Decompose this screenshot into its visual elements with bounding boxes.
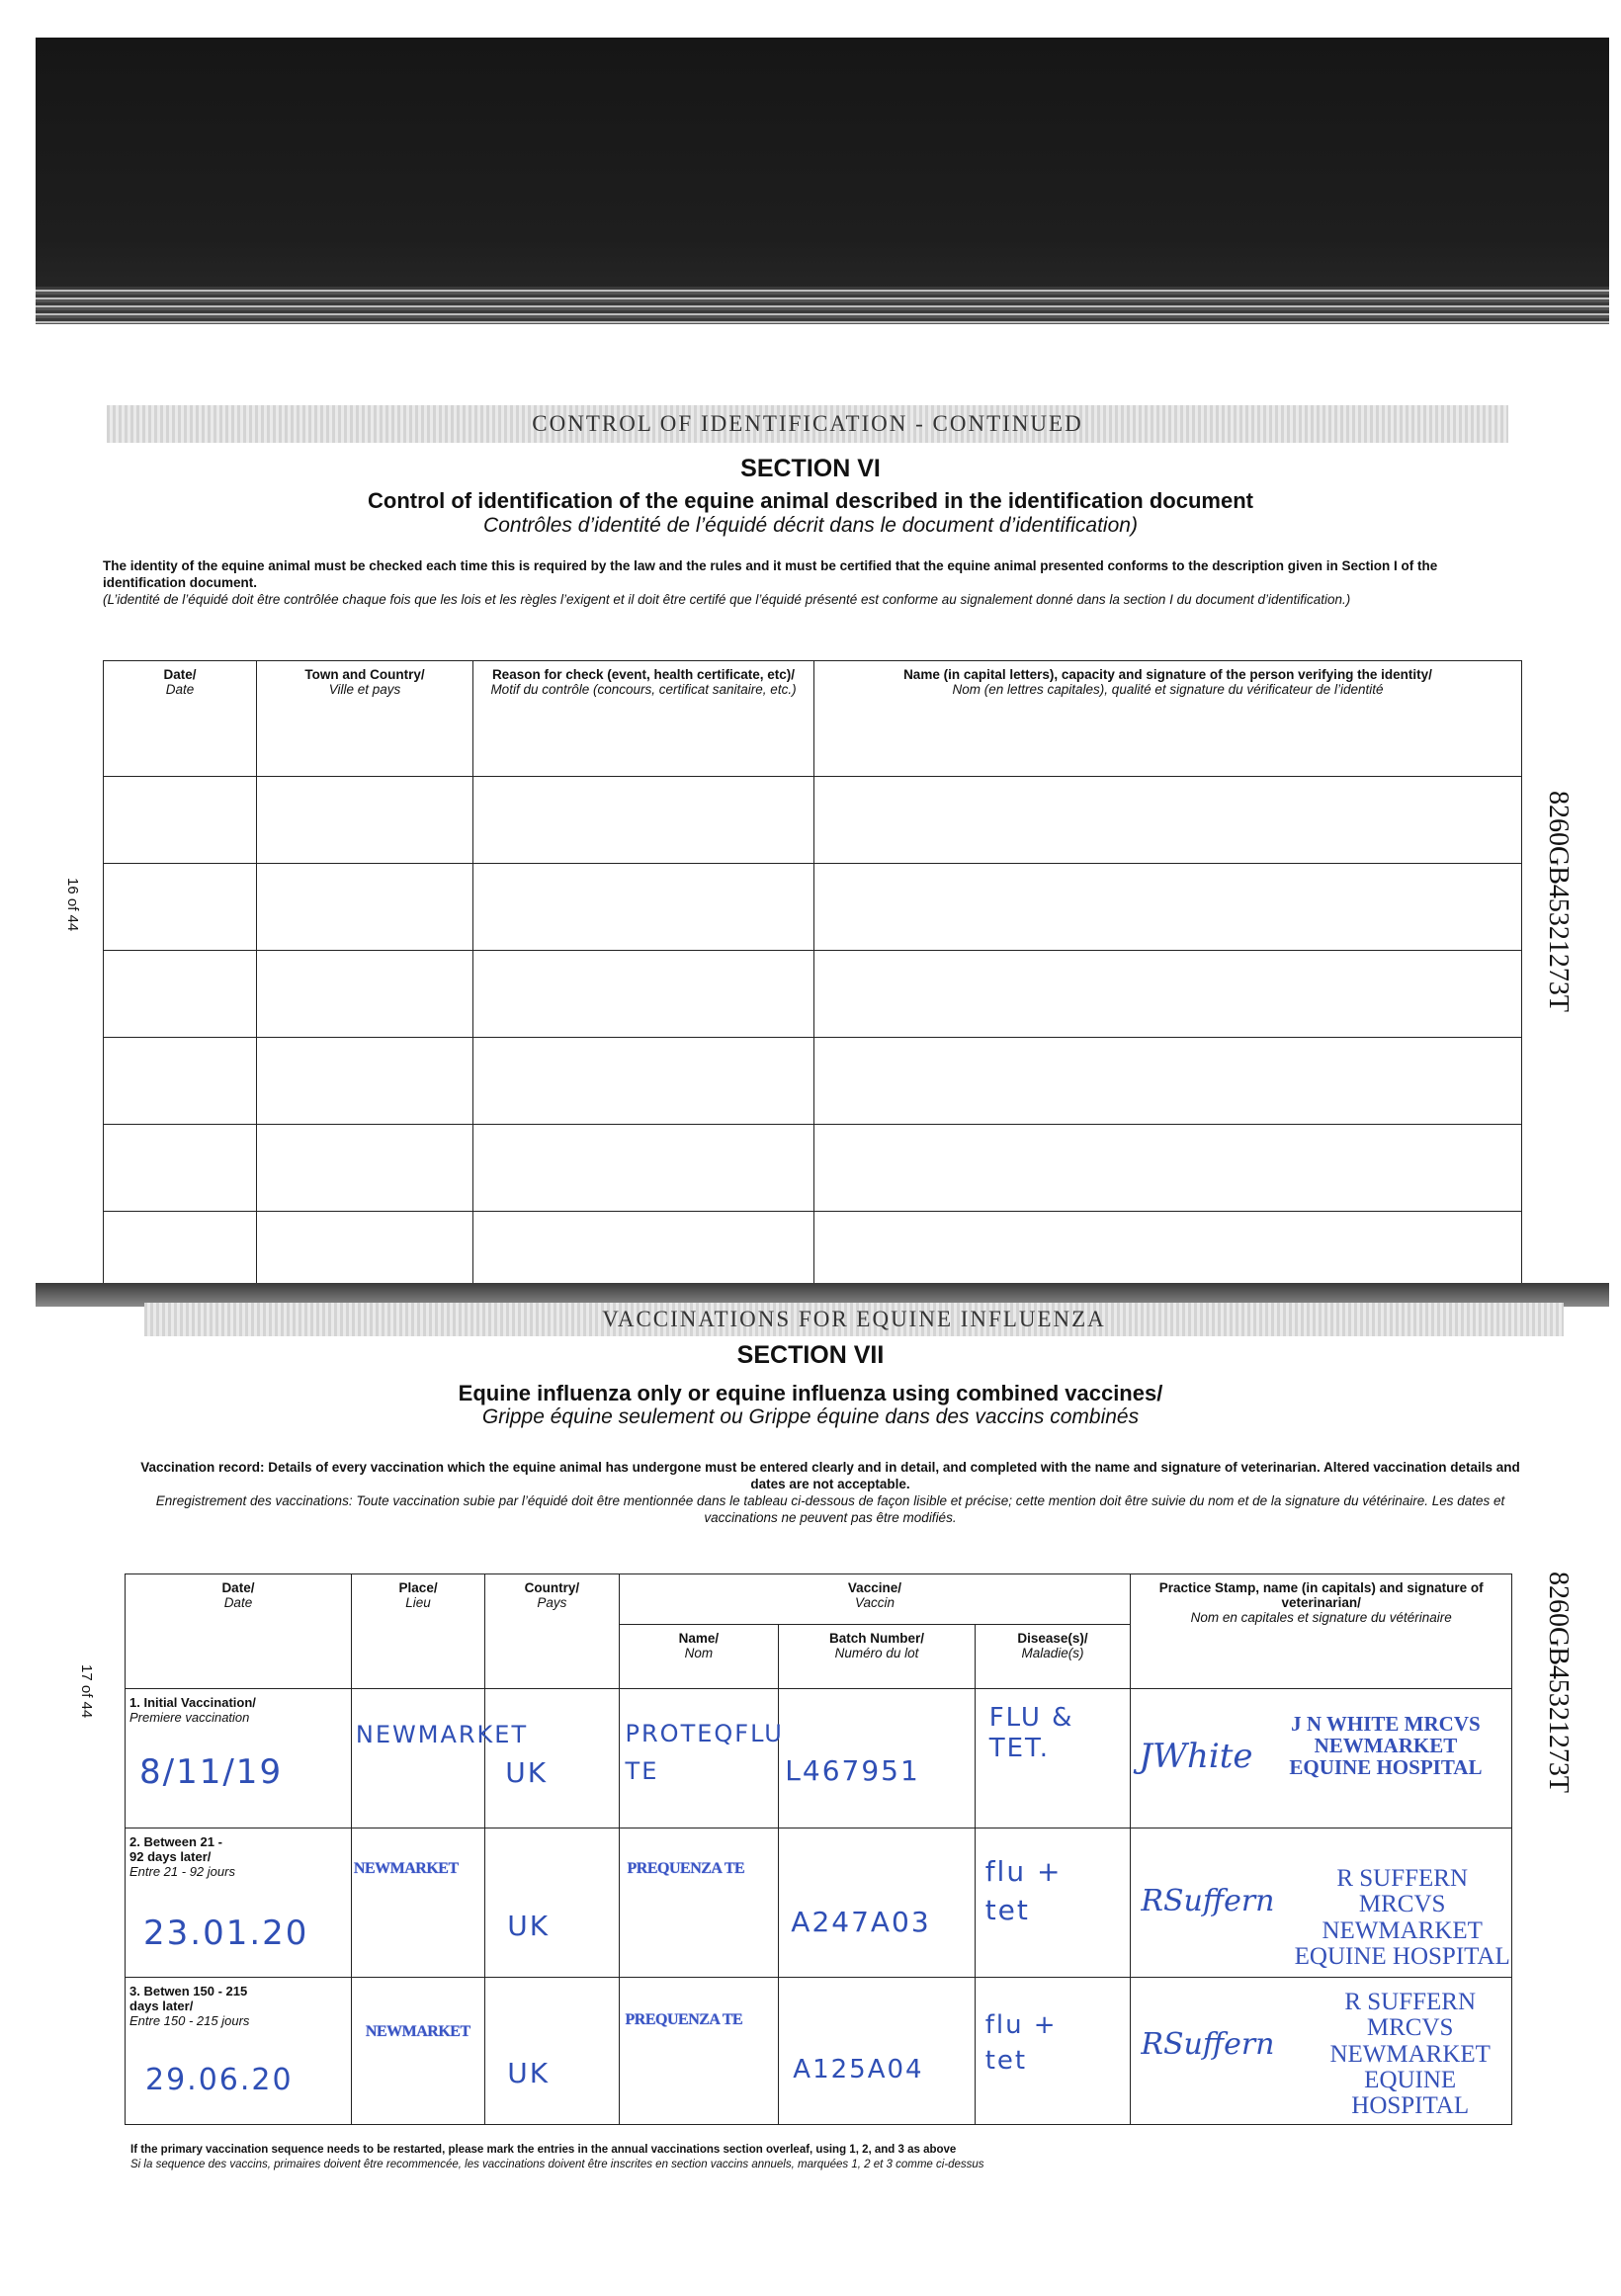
row1-label-fr: Premiere vaccination — [129, 1710, 250, 1725]
col-verifier: Name (in capital letters), capacity and signature of the person verifying the identity/ Nom (en lettres capitales), qualité et signature du vérificateur de l’identité — [814, 661, 1522, 777]
section6-intro — [103, 557, 1506, 608]
table-row[interactable] — [104, 864, 1522, 951]
row3-batch-cell[interactable] — [779, 1978, 975, 2125]
row1-stamp-cell[interactable] — [1131, 1689, 1512, 1828]
section7-heading-en: Equine influenza only or equine influenza using combined vaccines/ — [458, 1381, 1163, 1405]
col-disease: Disease(s)/ Maladie(s) — [975, 1625, 1131, 1689]
row3-country-cell[interactable] — [485, 1978, 619, 2125]
table-row[interactable] — [104, 1038, 1522, 1125]
row3-name-cell[interactable] — [619, 1978, 779, 2125]
row3-label-en: 3. Betwen 150 - 215 days later/ — [129, 1984, 248, 2013]
identity-check-table — [103, 660, 1522, 1299]
row3-disease-cell[interactable] — [975, 1978, 1131, 2125]
row2-date: 23.01.20 — [143, 1913, 309, 1953]
footnote-fr: Si la sequence des vaccins, primaires doivent être recommencée, les vaccinations doivent être inscrites en section vaccins annuels, marquées 1, 2 et 3 comme ci-dessus — [130, 2159, 984, 2170]
row1-date: 8/11/19 — [139, 1752, 284, 1792]
row2-stamp: R SUFFERN MRCVS NEWMARKET EQUINE HOSPITAL — [1294, 1865, 1510, 1970]
doc-id-bottom: 8260GB45321273T — [1543, 1572, 1574, 1793]
table-row[interactable] — [126, 1689, 1512, 1828]
vaccination-table — [125, 1573, 1512, 2125]
row2-country: UK — [507, 1910, 551, 1942]
row3-place-cell[interactable] — [351, 1978, 484, 2125]
table-row[interactable] — [104, 951, 1522, 1038]
section7-title: SECTION VII — [736, 1341, 885, 1369]
row2-disease-cell[interactable] — [975, 1828, 1131, 1978]
section6-intro-en: The identity of the equine animal must be checked each time this is required by the law and the rules and it must be certified that the equine animal presented conforms to the description given in Section I of the identification document. — [103, 558, 1438, 590]
row2-label-en: 2. Between 21 - 92 days later/ — [129, 1834, 222, 1864]
section7-heading-fr: Grippe équine seulement ou Grippe équine dans des vaccins combinés — [481, 1405, 1140, 1428]
col-vaccine-name: Name/ Nom — [619, 1625, 779, 1689]
row3-stamp: R SUFFERN MRCVS NEWMARKET EQUINE HOSPITAL — [1329, 1989, 1491, 2119]
row1-batch: L467951 — [785, 1754, 920, 1787]
table-row[interactable] — [126, 1978, 1512, 2125]
section6-heading-fr: Contrôles d’identité de l’équidé décrit dans le document d’identification) — [483, 514, 1138, 537]
row2-stamp-cell[interactable] — [1131, 1828, 1512, 1978]
col-place: Place/ Lieu — [351, 1574, 484, 1689]
section7-intro-en: Vaccination record: Details of every vaccination which the equine animal has undergone must be entered clearly and in detail, and completed with the name and signature of veterinarian. Altered vaccination details and dates are not acceptable. — [140, 1460, 1520, 1491]
col-vaccine: Vaccine/ Vaccin — [619, 1574, 1131, 1625]
col-date: Date/ Date — [104, 661, 257, 777]
table-row[interactable] — [104, 777, 1522, 864]
row3-date: 29.06.20 — [145, 2063, 294, 2097]
row1-country-cell[interactable] — [485, 1689, 619, 1828]
page-number-16: 16 of 44 — [64, 878, 81, 932]
row3-batch: A125A04 — [793, 2055, 924, 2084]
row1-stamp: J N WHITE MRCVS NEWMARKET EQUINE HOSPITAL — [1289, 1712, 1483, 1780]
table-header-row — [126, 1574, 1512, 1625]
row1-country: UK — [505, 1756, 549, 1789]
footnote-en: If the primary vaccination sequence needs to be restarted, please mark the entries in the annual vaccinations section overleaf, using 1, 2, and 3 as above — [130, 2144, 957, 2156]
row1-label-en: 1. Initial Vaccination/ — [129, 1695, 256, 1710]
col-batch: Batch Number/ Numéro du lot — [779, 1625, 975, 1689]
row3-stamp-cell[interactable] — [1131, 1978, 1512, 2125]
row2-name-cell[interactable] — [619, 1828, 779, 1978]
section6-intro-fr: (L’identité de l’équidé doit être contrôlée chaque fois que les lois et les règles l’exigent et il doit être certifé que l’équidé présenté est conforme au signalement donné dans la section I du document d’identification.) — [103, 592, 1351, 607]
row2-date-cell[interactable] — [126, 1828, 352, 1978]
page-edge — [36, 287, 1609, 324]
row3-date-cell[interactable] — [126, 1978, 352, 2125]
row3-vaccine-name: PREQUENZA TE — [625, 2011, 743, 2028]
section6-band: CONTROL OF IDENTIFICATION - CONTINUED — [107, 405, 1508, 443]
row2-country-cell[interactable] — [485, 1828, 619, 1978]
dark-scan-area — [36, 38, 1609, 324]
row2-signature: RSuffern — [1141, 1884, 1275, 1918]
row2-place-cell[interactable] — [351, 1828, 484, 1978]
section6-heading-en: Control of identification of the equine animal described in the identification document — [368, 488, 1253, 513]
table-row[interactable] — [104, 1125, 1522, 1212]
row2-place: NEWMARKET — [353, 1860, 459, 1877]
row3-country: UK — [507, 2057, 551, 2089]
col-reason: Reason for check (event, health certificate, etc)/ Motif du contrôle (concours, certificat sanitaire, etc.) — [473, 661, 814, 777]
section7-intro — [128, 1459, 1532, 1526]
row1-vaccine-name: PROTEQFLU TE — [625, 1720, 784, 1786]
table-row[interactable] — [126, 1828, 1512, 1978]
section6-title: SECTION VI — [740, 455, 881, 482]
row1-batch-cell[interactable] — [779, 1689, 975, 1828]
row2-batch: A247A03 — [791, 1906, 931, 1938]
row2-vaccine-name: PREQUENZA TE — [627, 1860, 745, 1877]
row2-batch-cell[interactable] — [779, 1828, 975, 1978]
doc-id-top: 8260GB45321273T — [1543, 791, 1574, 1012]
col-stamp: Practice Stamp, name (in capitals) and signature of veterinarian/ Nom en capitales et signature du vétérinaire — [1131, 1574, 1512, 1689]
row3-label-fr: Entre 150 - 215 jours — [129, 2013, 250, 2028]
row2-label-fr: Entre 21 - 92 jours — [129, 1864, 235, 1879]
col-date: Date/ Date — [126, 1574, 352, 1689]
table-header-row — [104, 661, 1522, 777]
row1-signature: JWhite — [1139, 1737, 1253, 1776]
footnote — [130, 2143, 984, 2172]
row3-place: NEWMARKET — [365, 2023, 470, 2040]
col-town-country: Town and Country/ Ville et pays — [257, 661, 473, 777]
col-country: Country/ Pays — [485, 1574, 619, 1689]
row1-place: NEWMARKET — [355, 1721, 529, 1748]
section7-band: VACCINATIONS FOR EQUINE INFLUENZA — [144, 1303, 1564, 1336]
row2-disease: flu + tet — [984, 1855, 1063, 1927]
row1-name-cell[interactable] — [619, 1689, 784, 1828]
section7-intro-fr: Enregistrement des vaccinations: Toute vaccination subie par l’équidé doit être mentionnée dans le tableau ci-dessous de façon lisible et précise; cette mention doit être suivie du nom et de la signature du vétérinaire. Les dates et vaccinations ne peuvent pas être modifiés. — [155, 1493, 1505, 1525]
row3-disease: flu + tet — [984, 2010, 1058, 2077]
row3-signature: RSuffern — [1141, 2027, 1275, 2062]
page-number-17: 17 of 44 — [78, 1664, 95, 1719]
row1-disease: FLU & TET. — [988, 1703, 1074, 1764]
row1-date-cell[interactable] — [126, 1689, 352, 1828]
row1-disease-cell[interactable] — [975, 1689, 1131, 1828]
